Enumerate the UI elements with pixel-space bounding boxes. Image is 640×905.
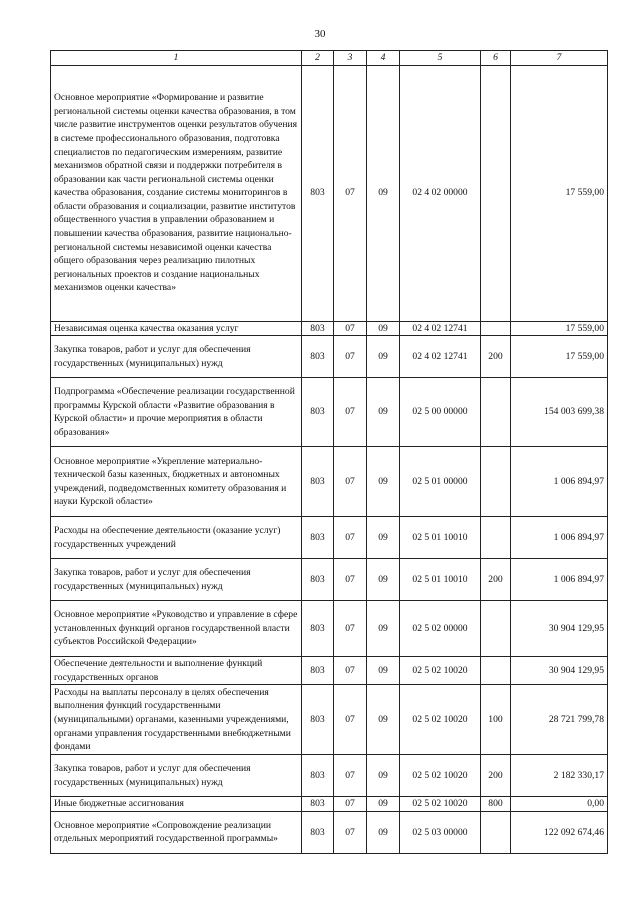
row-grbs: 803 xyxy=(302,517,334,559)
row-subsection: 09 xyxy=(367,321,400,336)
row-section: 07 xyxy=(334,517,367,559)
row-name: Основное мероприятие «Сопровождение реализации отдельных мероприятий государственной программы» xyxy=(51,811,302,853)
row-expense-type: 200 xyxy=(481,755,511,797)
row-target-code: 02 4 02 12741 xyxy=(400,321,481,336)
row-section: 07 xyxy=(334,336,367,378)
row-subsection: 09 xyxy=(367,378,400,447)
row-amount: 1 006 894,97 xyxy=(511,517,608,559)
row-subsection: 09 xyxy=(367,685,400,755)
row-subsection: 09 xyxy=(367,601,400,657)
row-section: 07 xyxy=(334,811,367,853)
header-col-2: 2 xyxy=(302,51,334,66)
row-grbs: 803 xyxy=(302,65,334,321)
row-expense-type xyxy=(481,517,511,559)
row-grbs: 803 xyxy=(302,797,334,812)
row-amount: 30 904 129,95 xyxy=(511,657,608,685)
table-row xyxy=(51,685,608,755)
row-subsection: 09 xyxy=(367,755,400,797)
row-expense-type: 100 xyxy=(481,685,511,755)
row-section: 07 xyxy=(334,797,367,812)
row-target-code: 02 4 02 00000 xyxy=(400,65,481,321)
row-amount: 30 904 129,95 xyxy=(511,601,608,657)
row-expense-type xyxy=(481,657,511,685)
row-expense-type xyxy=(481,321,511,336)
row-name: Основное мероприятие «Руководство и управление в сфере установленных функций органов государственной власти субъектов Российской Федерации» xyxy=(51,601,302,657)
row-subsection: 09 xyxy=(367,517,400,559)
row-section: 07 xyxy=(334,447,367,517)
row-target-code: 02 5 01 10010 xyxy=(400,517,481,559)
page-number: 30 xyxy=(314,28,326,40)
row-target-code: 02 5 01 10010 xyxy=(400,559,481,601)
row-section: 07 xyxy=(334,559,367,601)
row-subsection: 09 xyxy=(367,811,400,853)
row-subsection: 09 xyxy=(367,657,400,685)
row-name: Подпрограмма «Обеспечение реализации государственной программы Курской области «Развитие образования в Курской области» и прочие мероприятия в области образования» xyxy=(51,378,302,447)
header-col-7: 7 xyxy=(511,51,608,66)
table-row xyxy=(51,811,608,853)
row-grbs: 803 xyxy=(302,657,334,685)
header-col-4: 4 xyxy=(367,51,400,66)
row-expense-type: 800 xyxy=(481,797,511,812)
row-grbs: 803 xyxy=(302,321,334,336)
header-col-5: 5 xyxy=(400,51,481,66)
row-subsection: 09 xyxy=(367,65,400,321)
row-target-code: 02 5 02 10020 xyxy=(400,657,481,685)
row-amount: 17 559,00 xyxy=(511,336,608,378)
row-name: Закупка товаров, работ и услуг для обеспечения государственных (муниципальных) нужд xyxy=(51,336,302,378)
row-target-code: 02 5 02 10020 xyxy=(400,685,481,755)
table-row xyxy=(51,657,608,685)
row-grbs: 803 xyxy=(302,685,334,755)
table-row xyxy=(51,559,608,601)
budget-table xyxy=(50,50,608,854)
row-amount: 1 006 894,97 xyxy=(511,447,608,517)
row-section: 07 xyxy=(334,321,367,336)
row-expense-type xyxy=(481,601,511,657)
header-col-3: 3 xyxy=(334,51,367,66)
row-grbs: 803 xyxy=(302,447,334,517)
row-amount: 17 559,00 xyxy=(511,65,608,321)
row-name: Иные бюджетные ассигнования xyxy=(51,797,302,812)
row-amount: 2 182 330,17 xyxy=(511,755,608,797)
row-amount: 122 092 674,46 xyxy=(511,811,608,853)
row-grbs: 803 xyxy=(302,601,334,657)
row-section: 07 xyxy=(334,378,367,447)
table-row xyxy=(51,65,608,321)
row-subsection: 09 xyxy=(367,447,400,517)
row-expense-type xyxy=(481,65,511,321)
row-name: Закупка товаров, работ и услуг для обеспечения государственных (муниципальных) нужд xyxy=(51,755,302,797)
table-row xyxy=(51,336,608,378)
row-amount: 154 003 699,38 xyxy=(511,378,608,447)
table-row xyxy=(51,755,608,797)
row-section: 07 xyxy=(334,657,367,685)
row-name: Обеспечение деятельности и выполнение функций государственных органов xyxy=(51,657,302,685)
row-grbs: 803 xyxy=(302,336,334,378)
row-target-code: 02 5 01 00000 xyxy=(400,447,481,517)
row-grbs: 803 xyxy=(302,755,334,797)
row-section: 07 xyxy=(334,65,367,321)
table-row xyxy=(51,447,608,517)
row-expense-type xyxy=(481,378,511,447)
row-name: Независимая оценка качества оказания услуг xyxy=(51,321,302,336)
row-section: 07 xyxy=(334,601,367,657)
row-subsection: 09 xyxy=(367,559,400,601)
row-target-code: 02 5 02 10020 xyxy=(400,797,481,812)
row-target-code: 02 5 03 00000 xyxy=(400,811,481,853)
row-target-code: 02 5 02 10020 xyxy=(400,755,481,797)
table-row xyxy=(51,517,608,559)
table-row xyxy=(51,797,608,812)
row-name: Основное мероприятие «Формирование и развитие региональной системы оценки качества образования, в том числе развитие инструментов оценки результатов обучения в системе профессионального образования, подготовка специалистов по педагогическим измерениям, развитие механизмов обратной связи и поддержки потребителя в образовании как части региональной системы оценки качества образования, создание системы мониторингов в области образования и социализации, развитие институтов общественного участия в управлении образованием и повышении качества образования, развитие национально-региональной системы независимой оценки качества общего образования через реализацию пилотных региональных проектов и создание национальных механизмов оценки качества» xyxy=(51,65,302,321)
row-expense-type: 200 xyxy=(481,336,511,378)
row-target-code: 02 5 00 00000 xyxy=(400,378,481,447)
table-row xyxy=(51,321,608,336)
row-expense-type: 200 xyxy=(481,559,511,601)
row-target-code: 02 5 02 00000 xyxy=(400,601,481,657)
row-section: 07 xyxy=(334,685,367,755)
row-amount: 17 559,00 xyxy=(511,321,608,336)
row-expense-type xyxy=(481,447,511,517)
row-grbs: 803 xyxy=(302,559,334,601)
row-subsection: 09 xyxy=(367,797,400,812)
row-grbs: 803 xyxy=(302,378,334,447)
row-amount: 28 721 799,78 xyxy=(511,685,608,755)
row-section: 07 xyxy=(334,755,367,797)
row-target-code: 02 4 02 12741 xyxy=(400,336,481,378)
header-col-6: 6 xyxy=(481,51,511,66)
table-row xyxy=(51,601,608,657)
row-amount: 0,00 xyxy=(511,797,608,812)
row-name: Расходы на обеспечение деятельности (оказание услуг) государственных учреждений xyxy=(51,517,302,559)
row-grbs: 803 xyxy=(302,811,334,853)
row-name: Закупка товаров, работ и услуг для обеспечения государственных (муниципальных) нужд xyxy=(51,559,302,601)
row-name: Расходы на выплаты персоналу в целях обеспечения выполнения функций государственными (муниципальными) органами, казенными учреждениями, органами управления государственными внебюджетными фондами xyxy=(51,685,302,755)
row-amount: 1 006 894,97 xyxy=(511,559,608,601)
row-subsection: 09 xyxy=(367,336,400,378)
header-col-1: 1 xyxy=(51,51,302,66)
row-name: Основное мероприятие «Укрепление материально-технической базы казенных, бюджетных и автономных учреждений, подведомственных комитету образования и науки Курской области» xyxy=(51,447,302,517)
row-expense-type xyxy=(481,811,511,853)
table-header-row xyxy=(51,51,608,66)
table-row xyxy=(51,378,608,447)
